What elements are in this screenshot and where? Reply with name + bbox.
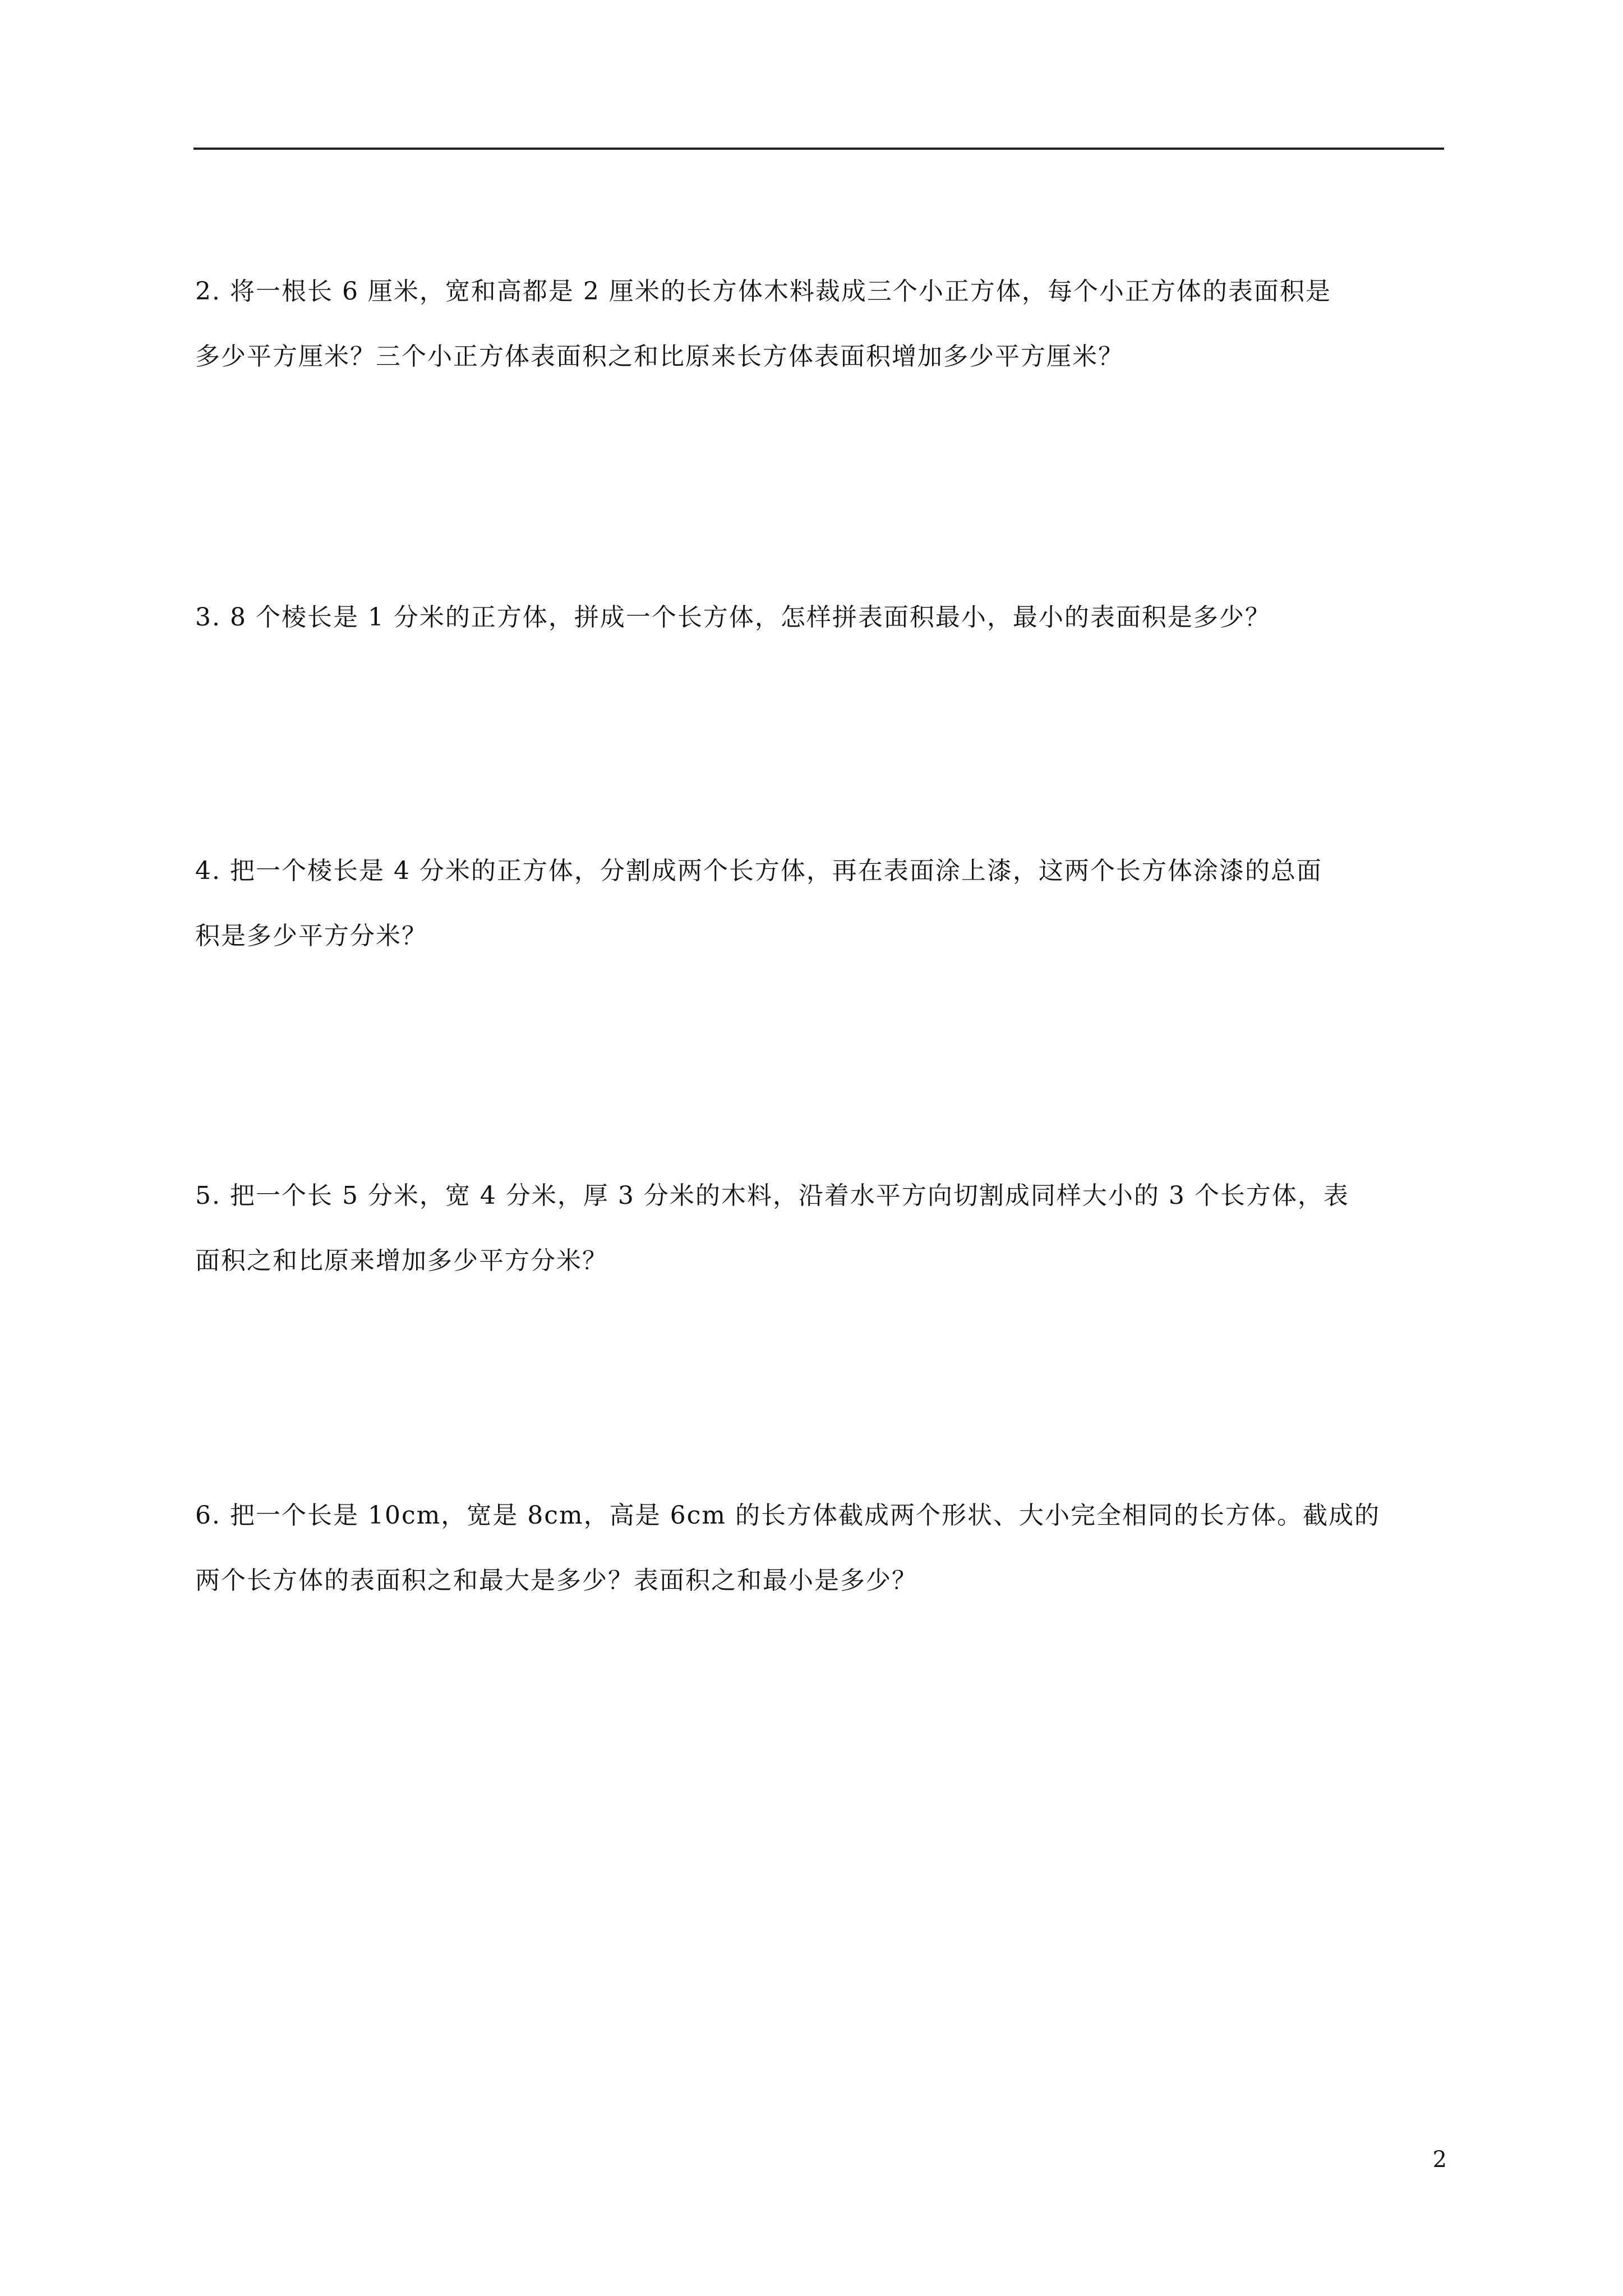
header-divider — [193, 148, 1444, 150]
question-3-line-1: 3. 8 个棱长是 1 分米的正方体，拼成一个长方体，怎样拼表面积最小，最小的表面积是多少？ — [195, 603, 1271, 632]
question-4-line-2: 积是多少平方分米？ — [195, 922, 427, 950]
question-4-line-1: 4. 把一个棱长是 4 分米的正方体，分割成两个长方体，再在表面涂上漆，这两个长方体涂漆的总面 — [195, 857, 1322, 885]
question-4 — [195, 839, 1451, 969]
question-5-line-1: 5. 把一个长 5 分米，宽 4 分米，厚 3 分米的木料，沿着水平方向切割成同样大小的 3 个长方体，表 — [195, 1181, 1349, 1210]
question-6 — [195, 1483, 1451, 1613]
question-2-line-1: 2. 将一根长 6 厘米，宽和高都是 2 厘米的长方体木料裁成三个小正方体，每个小正方体的表面积是 — [195, 277, 1331, 306]
question-6-line-2: 两个长方体的表面积之和最大是多少？表面积之和最小是多少？ — [195, 1566, 917, 1595]
question-3 — [195, 585, 1451, 650]
question-2-line-2: 多少平方厘米？三个小正方体表面积之和比原来长方体表面积增加多少平方厘米？ — [195, 342, 1124, 371]
question-6-line-1: 6. 把一个长是 10cm，宽是 8cm，高是 6cm 的长方体截成两个形状、大小完全相同的长方体。截成的 — [195, 1501, 1380, 1530]
question-5-line-2: 面积之和比原来增加多少平方分米？ — [195, 1246, 608, 1275]
page-number: 2 — [1432, 2147, 1447, 2173]
question-5 — [195, 1163, 1451, 1294]
question-2 — [195, 259, 1451, 389]
